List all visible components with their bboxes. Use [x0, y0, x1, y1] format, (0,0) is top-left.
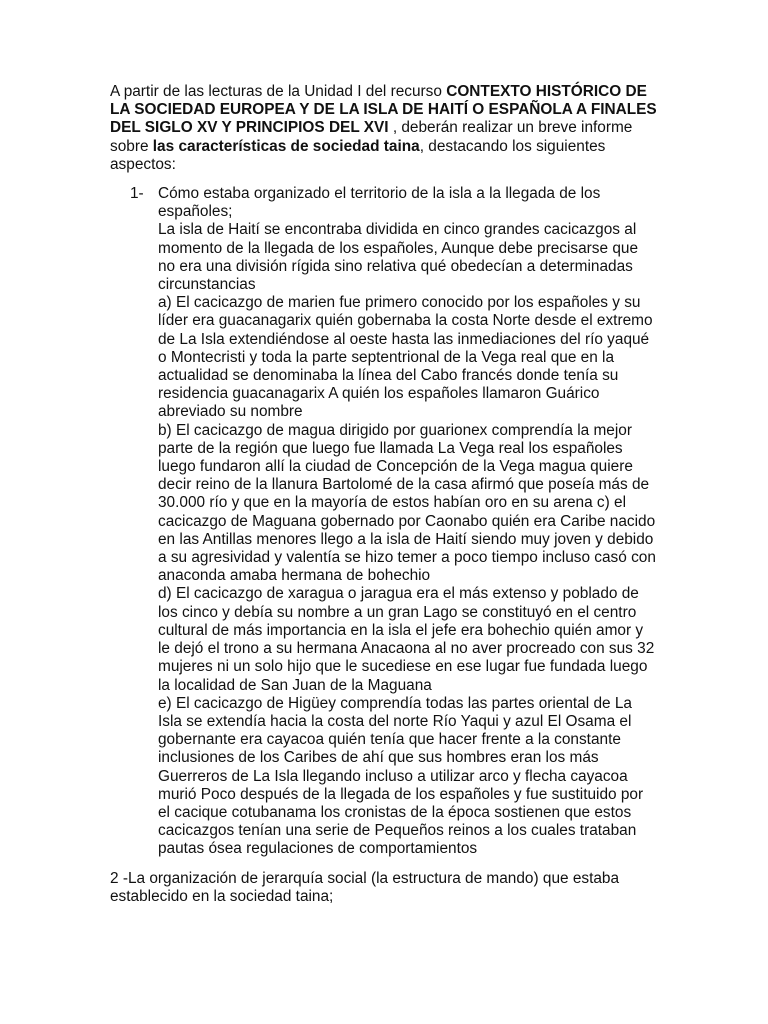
intro-topic: las características de sociedad taina: [152, 137, 420, 155]
answer-cacicazgo-higuey: e) El cacicazgo de Higüey comprendía todas las partes oriental de La Isla se extendía hacia la costa del norte Río Yaqui y azul El Osama el gobernante era cayacoa quién tenía que hacer frente a la constante inclusiones de los Caribes de ahí que sus hombres eran los más Guerreros de La Isla llegando incluso a utilizar arco y flecha cayacoa murió Poco después de la llegada de los españoles y fue sustituido por el cacique cotubanama los cronistas de la época sostienen que estos cacicazgos tenían una serie de Pequeños reinos a los cuales trataban pautas ósea regulaciones de comportamientos: [158, 694, 644, 858]
intro-text-2: , deberán realizar un breve informe sobre: [110, 119, 633, 155]
list-item-number: 1-: [130, 185, 144, 203]
intro-resource-title: CONTEXTO HISTÓRICO DE LA SOCIEDAD EUROPEA Y DE LA ISLA DE HAITÍ O ESPAÑOLA A FINALES DEL SIGLO XV Y PRINCIPIOS DEL XVI: [110, 83, 657, 137]
list-item-1: [110, 185, 658, 859]
intro-text-3: , destacando los siguientes aspectos:: [110, 137, 606, 173]
question-2: 2 -La organización de jerarquía social (la estructura de mando) que estaba establecido en la sociedad taina;: [110, 869, 620, 905]
answer-cacicazgo-magua-maguana: b) El cacicazgo de magua dirigido por guarionex comprendía la mejor parte de la región que luego fue llamada La Vega real los españoles luego fundaron allí la ciudad de Concepción de la Vega magua quiere decir reino de la llanura Bartolomé de la casa afirmó que poseía más de 30.000 río y que en la mayoría de estos habían oro en su arena c) el cacicazgo de Maguana gobernado por Caonabo quién era Caribe nacido en las Antillas menores llego a la isla de Haití siendo muy joven y debido a su agresividad y valentía se hizo temer a poco tiempo incluso casó con anaconda amaba hermana de bohechio: [158, 421, 656, 585]
intro-paragraph: [110, 83, 658, 174]
answer-intro: La isla de Haití se encontraba dividida en cinco grandes cacicazgos al momento de la llegada de los españoles, Aunque debe precisarse que no era una división rígida sino relativa qué obedecían a determinadas circunstancias: [158, 221, 639, 294]
answer-cacicazgo-xaragua: d) El cacicazgo de xaragua o jaragua era el más extenso y poblado de los cinco y debía su nombre a un gran Lago se constituyó en el centro cultural de más importancia en la isla el jefe era bohechio quién amor y le dejó el trono a su hermana Anacaona al no aver procreado con sus 32 mujeres ni un solo hijo que le sucediese en ese lugar fue fundada luego la localidad de San Juan de la Maguana: [158, 585, 655, 694]
answer-cacicazgo-marien: a) El cacicazgo de marien fue primero conocido por los españoles y su líder era guacanagarix quién gobernaba la costa Norte desde el extremo de La Isla extendiéndose al oeste hasta las inmediaciones del río yaqué o Montecristi y toda la parte septentrional de la Vega real que en la actualidad se denominaba la línea del Cabo francés donde tenía su residencia guacanagarix A quién los españoles llamaron Guárico abreviado su nombre: [158, 294, 653, 421]
question-1: Cómo estaba organizado el territorio de la isla a la llegada de los españoles;: [158, 185, 601, 221]
intro-text-1: A partir de las lecturas de la Unidad I del recurso: [110, 83, 447, 100]
